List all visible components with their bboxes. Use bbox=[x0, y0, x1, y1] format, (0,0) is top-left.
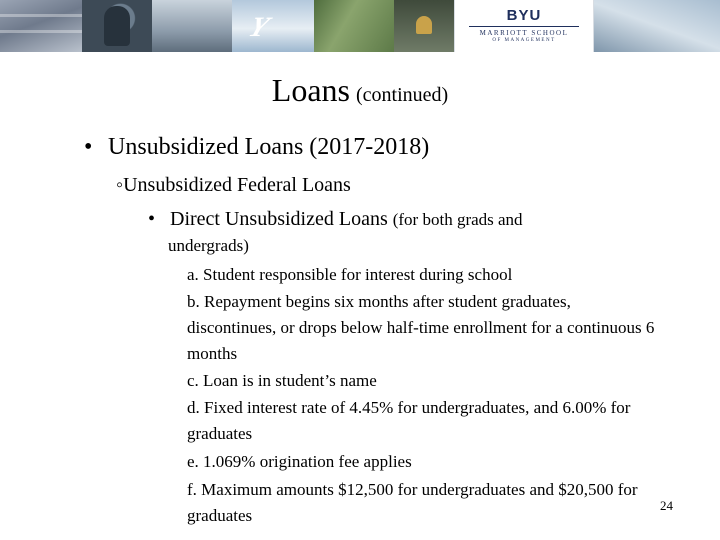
bullet-level-2 bbox=[116, 174, 351, 197]
bullet-note-continued: undergrads) bbox=[168, 236, 249, 255]
logo-management: OF MANAGEMENT bbox=[492, 38, 556, 43]
list-item: f. Maximum amounts $12,500 for undergraduates and $20,500 for graduates bbox=[187, 480, 638, 525]
bullet-text: Unsubsidized Loans (2017-2018) bbox=[108, 134, 430, 160]
bullet-text: Direct Unsubsidized Loans bbox=[170, 208, 388, 230]
list-item: e. 1.069% origination fee applies bbox=[187, 452, 412, 471]
list-item: c. Loan is in student’s name bbox=[187, 371, 377, 390]
title-suffix: (continued) bbox=[356, 84, 449, 106]
y-mountain-logo: Y bbox=[244, 12, 273, 43]
bullet-note: (for both grads and bbox=[392, 210, 523, 229]
title-main: Loans bbox=[271, 72, 350, 108]
logo-title: BYU bbox=[506, 7, 542, 24]
sub-bullet-text: Unsubsidized Federal Loans bbox=[123, 174, 351, 196]
list-item: d. Fixed interest rate of 4.45% for undergraduates, and 6.00% for graduates bbox=[187, 398, 631, 443]
logo-school: MARRIOTT SCHOOL bbox=[479, 29, 569, 37]
page-number: 24 bbox=[660, 498, 673, 513]
bullet-marker: • bbox=[148, 208, 156, 230]
bullet-level-3 bbox=[148, 208, 523, 231]
sub-bullet-marker: ◦ bbox=[116, 174, 124, 196]
list-item: b. Repayment begins six months after student graduates, discontinues, or drops below half-time enrollment for a continuous 6 months bbox=[187, 292, 655, 363]
bullet-level-1 bbox=[84, 134, 429, 161]
list-item: a. Student responsible for interest during school bbox=[187, 265, 513, 284]
bullet-marker: • bbox=[84, 134, 93, 160]
